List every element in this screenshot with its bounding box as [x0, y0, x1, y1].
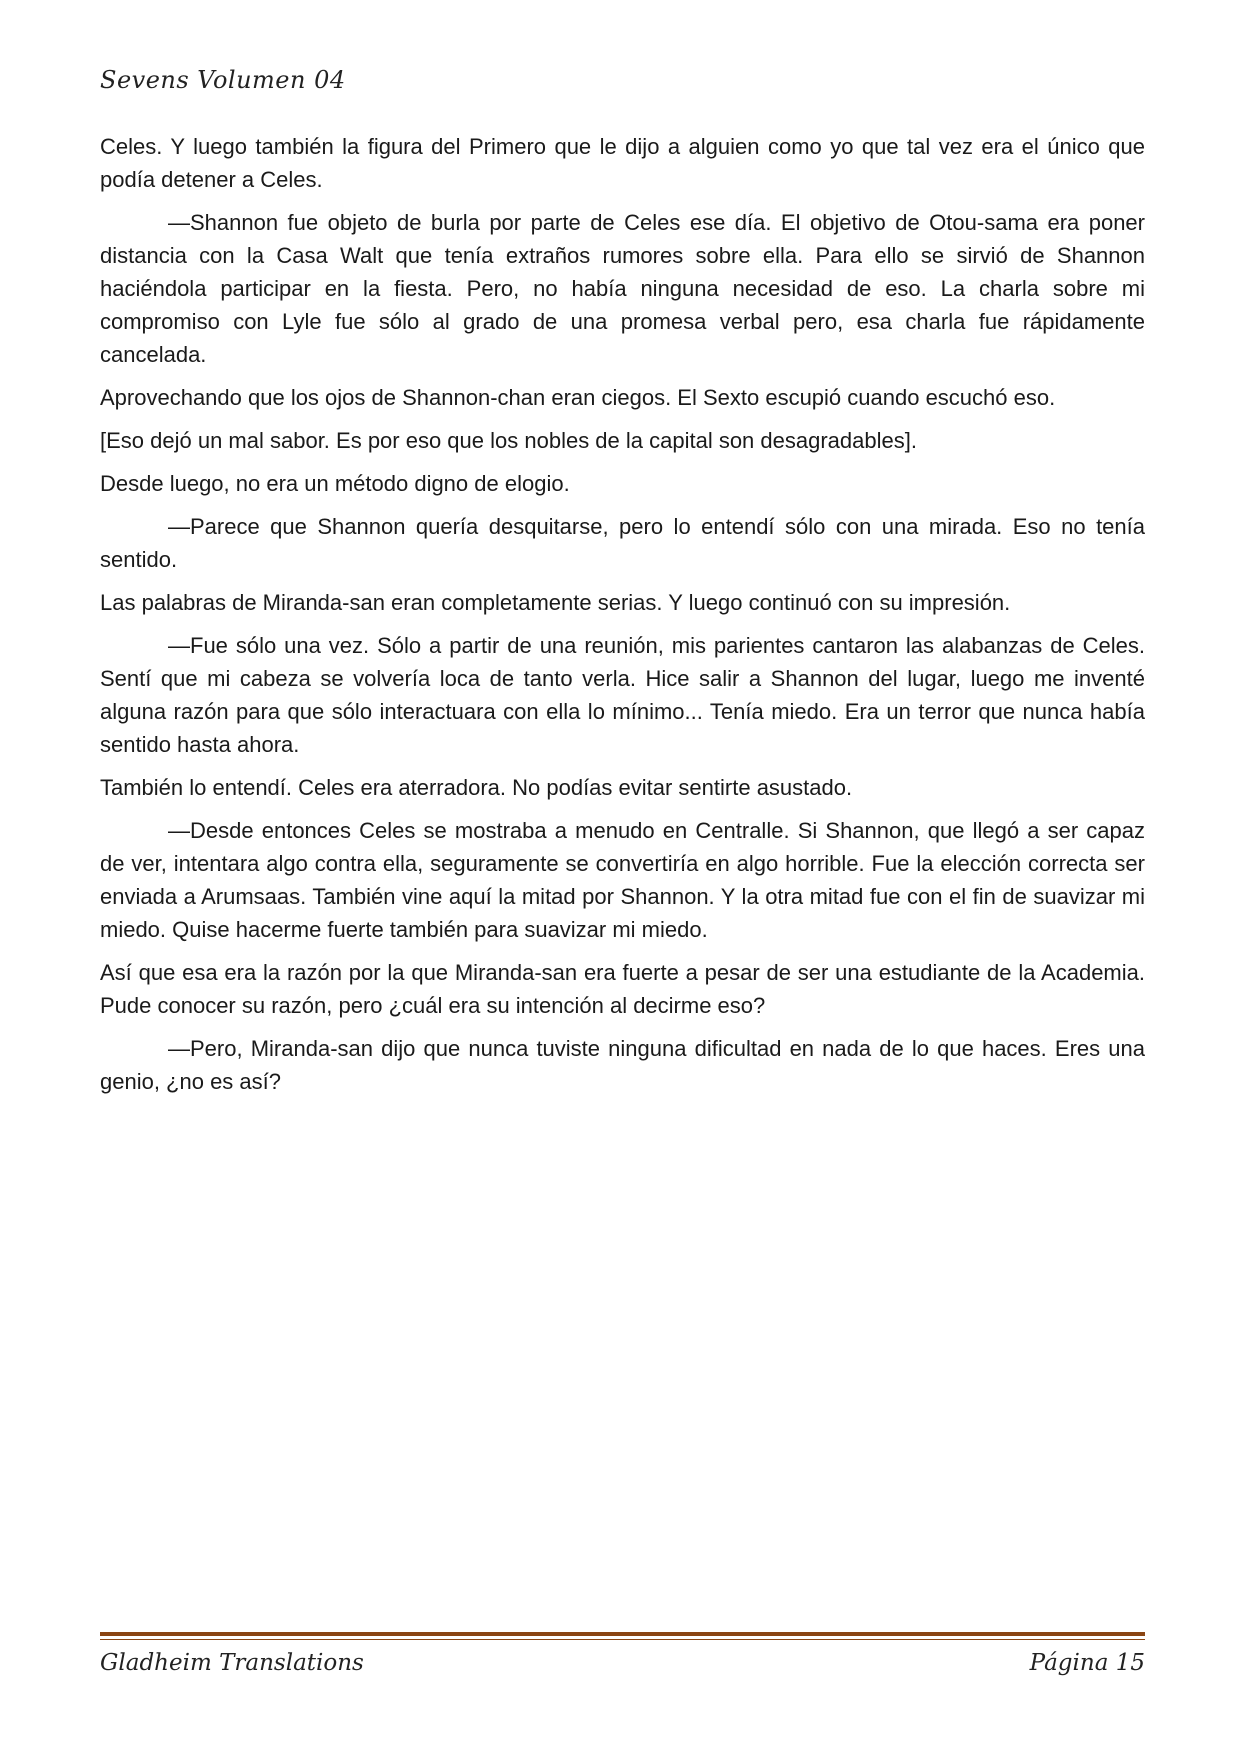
paragraph: Así que esa era la razón por la que Miranda-san era fuerte a pesar de ser una estudiante de la Academia. Pude conocer su razón, pero ¿cuál era su intención al decirme eso?: [100, 960, 1145, 1018]
paragraph: —Pero, Miranda-san dijo que nunca tuviste ninguna dificultad en nada de lo que haces. Eres una genio, ¿no es así?: [100, 1036, 1145, 1094]
paragraph: Aprovechando que los ojos de Shannon-chan eran ciegos. El Sexto escupió cuando escuchó eso.: [100, 385, 1056, 410]
document-body: [100, 130, 1145, 1108]
footer-translator-credit: Gladheim Translations: [100, 1650, 364, 1676]
paragraph: —Shannon fue objeto de burla por parte de Celes ese día. El objetivo de Otou-sama era poner distancia con la Casa Walt que tenía extraños rumores sobre ella. Para ello se sirvió de Shannon haciéndola participar en la fiesta. Pero, no había ninguna necesidad de eso. La charla sobre mi compromiso con Lyle fue sólo al grado de una promesa verbal pero, esa charla fue rápidamente cancelada.: [100, 210, 1145, 367]
paragraph: También lo entendí. Celes era aterradora. No podías evitar sentirte asustado.: [100, 775, 853, 800]
paragraph: —Fue sólo una vez. Sólo a partir de una reunión, mis parientes cantaron las alabanzas de Celes. Sentí que mi cabeza se volvería loca de tanto verla. Hice salir a Shannon del lugar, luego me inventé alguna razón para que sólo interactuara con ella lo mínimo... Tenía miedo. Era un terror que nunca había sentido hasta ahora.: [100, 633, 1145, 757]
paragraph: Las palabras de Miranda-san eran completamente serias. Y luego continuó con su impresión.: [100, 590, 1011, 615]
paragraph: Celes. Y luego también la figura del Primero que le dijo a alguien como yo que tal vez era el único que podía detener a Celes.: [100, 134, 1145, 192]
document-header-title: Sevens Volumen 04: [100, 66, 346, 94]
paragraph: —Parece que Shannon quería desquitarse, pero lo entendí sólo con una mirada. Eso no tenía sentido.: [100, 514, 1145, 572]
document-footer: [100, 1650, 1145, 1676]
paragraph: —Desde entonces Celes se mostraba a menudo en Centralle. Si Shannon, que llegó a ser capaz de ver, intentara algo contra ella, seguramente se convertiría en algo horrible. Fue la elección correcta ser enviada a Arumsaas. También vine aquí la mitad por Shannon. Y la otra mitad fue con el fin de suavizar mi miedo. Quise hacerme fuerte también para suavizar mi miedo.: [100, 818, 1145, 942]
paragraph: [Eso dejó un mal sabor. Es por eso que los nobles de la capital son desagradables].: [100, 428, 917, 453]
footer-page-number: Página 15: [1029, 1650, 1145, 1676]
paragraph: Desde luego, no era un método digno de elogio.: [100, 471, 570, 496]
footer-divider: [100, 1632, 1145, 1640]
